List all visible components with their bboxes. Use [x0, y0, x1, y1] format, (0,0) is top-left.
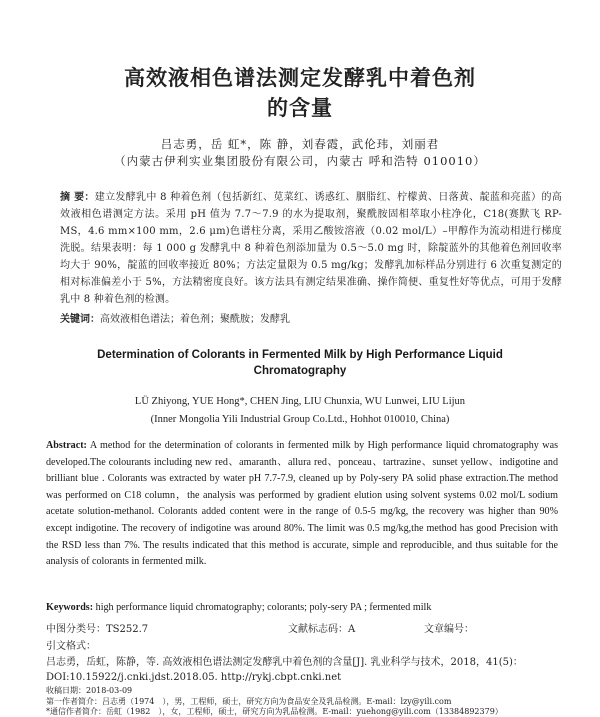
en-abstract-label: Abstract:: [46, 440, 87, 451]
en-title-line2: Chromatography: [253, 365, 347, 377]
document-code: 文献标志码：A: [288, 624, 356, 635]
en-affiliation: (Inner Mongolia Yili Industrial Group Co.Ltd., Hohhot 010010, China): [150, 414, 450, 425]
en-abstract: [46, 438, 558, 571]
cn-affiliation: （内蒙古伊利实业集团股份有限公司，内蒙古 呼和浩特 010010）: [114, 154, 486, 168]
cn-title-line2: 的含量: [267, 96, 333, 120]
en-keywords-label: Keywords:: [46, 602, 94, 613]
cn-keywords-text: 高效液相色谱法；着色剂；聚酰胺；发酵乳: [100, 314, 290, 325]
cn-abstract-text: 建立发酵乳中 8 种着色剂（包括新红、苋菜红、诱惑红、胭脂红、柠檬黄、日落黄、靛蓝和亮蓝）的高效液相色谱测定方法。采用 pH 值为 7.7～7.9 的水为提取剂，聚酰胺固相萃取小柱净化，C18(赛默飞 RP-MS，4.6 mm×100 mm，2.6 μm)色谱柱分离，采用乙酸铵溶液（0.02 mol/L）–甲醇作为流动相进行梯度洗脱。结果表明：每 1 000 g 发酵乳中 8 种着色剂添加量为 0.5～5.0 mg 时，除靛蓝外的其他着色剂回收率均大于 90%，靛蓝的回收率接近 80%；方法定量限为 0.5 mg/kg；发酵乳加标样品分别进行 6 次重复测定的相对标准偏差小于 5%，方法精密度良好。该方法具有测定结果准确、操作简便、重复性好等优点，可用于发酵乳中 8 种着色剂的检测。: [60, 192, 562, 305]
class-number: 中图分类号：TS252.7: [46, 624, 149, 635]
cn-abstract-label: 摘 要：: [60, 192, 95, 203]
article-number: 文章编号：: [424, 624, 474, 635]
en-title-line1: Determination of Colorants in Fermented Milk by High Performance Liquid: [97, 349, 503, 361]
en-authors: LÜ Zhiyong, YUE Hong*, CHEN Jing, LIU Chunxia, WU Lunwei, LIU Lijun: [134, 396, 466, 407]
citation-text: 吕志勇，岳虹，陈静，等. 高效液相色谱法测定发酵乳中着色剂的含量[J]. 乳业科学与技术，2018，41(5)： DOI:10.15922/j.cnki.jdst.2018.05. http://rykj.cbpt.cnki.net: [46, 657, 523, 683]
cn-keywords: [60, 310, 562, 325]
received-date: 收稿日期：2018-03-09: [46, 686, 133, 695]
first-author-note: 第一作者简介：吕志勇（1974 ），男，工程师，硕士，研究方向为食品安全及乳品检测。E-mail：lzy@yili.com: [46, 697, 452, 706]
cn-authors: 吕志勇，岳 虹*，陈 静，刘春霞，武伦玮，刘丽君: [160, 137, 440, 151]
en-abstract-text: A method for the determination of colorants in fermented milk by High performance liquid chromatography was developed.The colourants including new red、amaranth、allura red、ponceau、tartrazine、sunset yellow、indigotine and brilliant blue . Colorants was extracted by water pH 7.7-7.9, cleaned up by Poly-sery PA solid phase extraction.The method was performed on C18 column，the analysis was performed by gradient elution using solvent systems 0.02 mol/L sodium acetate solution-methanol. Colorants added content were in the range of 0.5-5 mg/kg, the recovery was higher than 90% except indigotine. The recovery of indigotine was around 80%. The limit was 0.5 mg/kg,the method has good Precision with the RSD less than 7%. The results indicated that this method is accurate, simple and reproducible, and thus suitable for the analysis of colorants in fermented milk.: [46, 440, 558, 568]
citation-label: 引文格式：: [46, 641, 96, 652]
classification-row: [46, 620, 566, 634]
corresponding-author-note: *通信作者简介：岳虹（1982 ），女，工程师，硕士，研究方向为乳品检测。E-mail：yuehong@yili.com（13384892379）: [46, 707, 503, 716]
cn-abstract: [60, 189, 562, 308]
en-keywords: [46, 602, 566, 613]
en-keywords-text: high performance liquid chromatography; colorants; poly-sery PA ; fermented milk: [95, 602, 432, 613]
cn-title-line1: 高效液相色谱法测定发酵乳中着色剂: [124, 66, 476, 90]
cn-keywords-label: 关键词：: [60, 314, 100, 325]
